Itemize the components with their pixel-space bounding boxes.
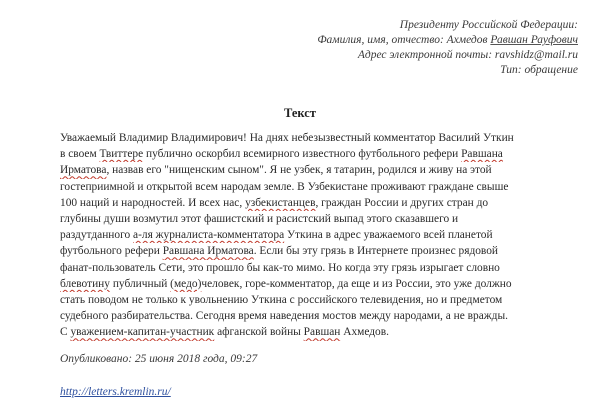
body-text: публично оскорбил всемирного известного футбольного рефери xyxy=(143,148,462,161)
spellcheck-word: узбекистанцев xyxy=(245,196,316,209)
body-text: , граждан России и других стран до xyxy=(315,196,489,209)
body-text: раздутданного xyxy=(60,229,134,242)
body-text: . Если бы эту грязь в Интернете произнес рядовой xyxy=(253,245,499,258)
body-text: 100 наций и народностей. И всех нас, xyxy=(60,196,246,209)
body-text: стать поводом не только к увольнению Уткина с российского телевидения, но и предметом xyxy=(60,294,503,307)
spellcheck-word: уважением-капитан-участник xyxy=(70,326,215,339)
body-line xyxy=(60,162,578,178)
body-text: С xyxy=(60,326,71,339)
body-text: Уважаемый Владимир Владимирович! На днях небезызвестный комментатор Василий Уткин xyxy=(60,132,514,144)
spellcheck-word: Равшан xyxy=(303,326,341,339)
body-line xyxy=(60,227,578,243)
source-link[interactable]: http://letters.kremlin.ru/ xyxy=(60,386,171,398)
body-line xyxy=(60,292,578,308)
spellcheck-word: Равшана xyxy=(461,148,503,161)
header-type: Тип: обращение xyxy=(500,64,578,76)
body-text: Уткина в адрес уважаемого всей планетой xyxy=(284,229,493,242)
header-sender-prefix: Фамилия, имя, отчество: Ахмедов xyxy=(317,34,491,46)
body-line xyxy=(60,308,578,324)
body-line xyxy=(60,243,578,259)
body-text: гостеприимной и открытой всем народам земле. В Узбекистане проживают граждане свыше xyxy=(60,180,509,193)
body-text: афганской войны xyxy=(214,326,304,339)
body-text: Ахмедов. xyxy=(340,326,389,339)
body-line xyxy=(60,211,578,227)
header-addressee: Президенту Российской Федерации: xyxy=(399,19,578,31)
body-line xyxy=(60,260,578,276)
body-text: судебного разбирательства. Сегодня время наведения мостов между народами, а не вражды. xyxy=(60,310,508,323)
letter-body xyxy=(60,130,578,341)
body-text: в своем xyxy=(60,148,100,161)
body-text: , назвав его "нищенским сыном". Я не узбек, я татарин, родился и живу на этой xyxy=(106,164,492,177)
body-text: глубины души возмутил этот фашистский и расистский выпад этого сказавшего и xyxy=(60,213,459,226)
body-line xyxy=(60,130,578,146)
spellcheck-word: Ирматова xyxy=(60,164,107,177)
body-line xyxy=(60,179,578,195)
body-line xyxy=(60,276,578,292)
body-line xyxy=(60,195,578,211)
header-sender-name xyxy=(158,33,578,48)
spellcheck-word: блевотину xyxy=(60,277,110,290)
body-line xyxy=(60,146,578,162)
spellcheck-word: (медо) xyxy=(170,277,202,290)
spellcheck-word: Твиттере xyxy=(99,148,144,161)
published-date: Опубликовано: 25 июня 2018 года, 09:27 xyxy=(60,353,258,365)
letter-header xyxy=(158,18,578,78)
header-email: Адрес электронной почты: ravshidz@mail.ru xyxy=(357,49,578,61)
body-text: публичный xyxy=(109,277,171,290)
letter-title: Текст xyxy=(284,106,316,120)
spellcheck-word: a-ля журналиста-комментатора xyxy=(133,229,285,242)
body-text: человек, горе-комментатор, да еще и из России, это уже должно xyxy=(201,277,512,290)
body-line xyxy=(60,324,578,340)
body-text: фанат-пользователь Сети, это прошло бы как-то мимо. Но когда эту грязь изрыгает словно xyxy=(60,261,500,274)
header-sender-name-underlined: Равшан Рауфович xyxy=(490,34,578,46)
body-text: футбольного рефери xyxy=(60,245,163,258)
spellcheck-word: Равшана Ирматова xyxy=(162,245,254,258)
